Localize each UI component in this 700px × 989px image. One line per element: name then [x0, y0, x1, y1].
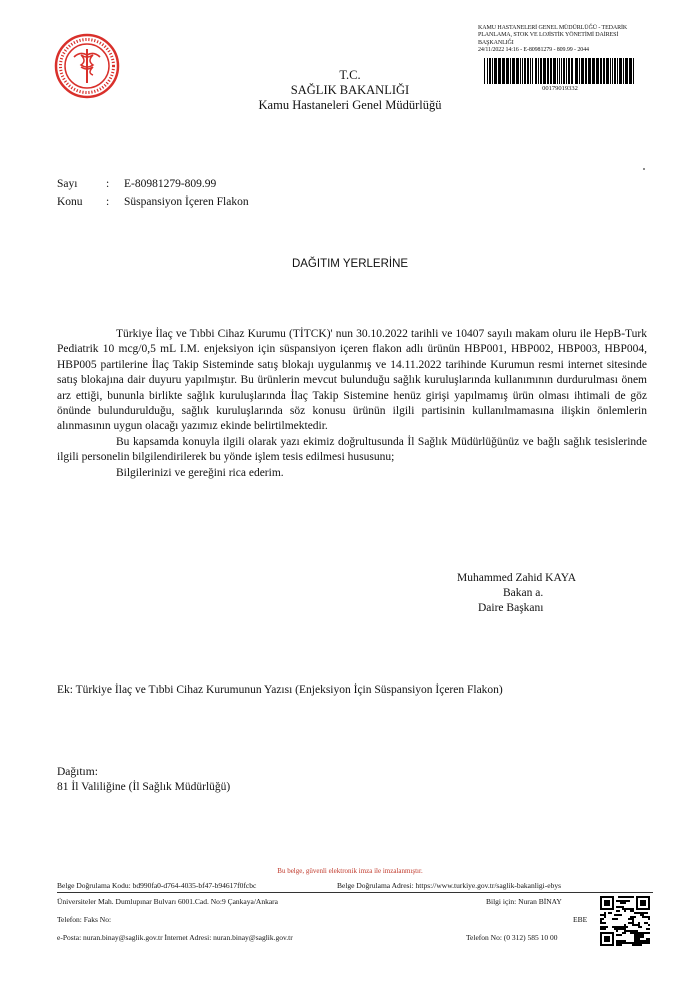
qr-module: [636, 924, 638, 926]
qr-module: [620, 906, 622, 908]
body-paragraph-2: Bu kapsamda konuyla ilgili olarak yazı ekimiz doğrultusunda İl Sağlık Müdürlüğünüz ve bağlı sağlık tesislerinde ilgili personelin bilgilendirilerek bu yönde işlem tesis edilmesi hususunu;: [57, 435, 647, 464]
qr-module: [604, 926, 606, 928]
barcode-bar: [547, 58, 549, 84]
qr-module: [638, 922, 640, 924]
qr-module: [624, 908, 626, 910]
qr-module: [636, 912, 638, 914]
qr-module: [620, 940, 622, 942]
qr-module: [630, 916, 632, 918]
qr-module: [640, 926, 642, 928]
qr-module: [648, 916, 650, 918]
qr-module: [640, 942, 642, 944]
qr-module: [626, 900, 628, 902]
barcode-bar: [617, 58, 618, 84]
qr-module: [628, 942, 630, 944]
qr-module: [616, 944, 618, 946]
qr-module: [634, 924, 636, 926]
qr-module: [616, 918, 618, 920]
qr-module: [642, 942, 644, 944]
qr-module: [646, 916, 648, 918]
barcode-number: 00179019332: [542, 85, 578, 92]
qr-module: [632, 896, 634, 898]
qr-module: [622, 896, 624, 898]
qr-module: [638, 936, 640, 938]
barcode-bar: [487, 58, 488, 84]
stamp-line-4: 24/11/2022 14:16 - E-80981279 - 809.99 - 2044: [478, 47, 589, 54]
qr-module: [634, 942, 636, 944]
qr-module: [622, 902, 624, 904]
qr-module: [628, 930, 630, 932]
qr-module: [602, 918, 604, 920]
qr-module: [602, 926, 604, 928]
barcode-bar: [494, 58, 497, 84]
qr-module: [638, 940, 640, 942]
qr-module: [602, 914, 604, 916]
qr-module: [618, 910, 620, 912]
qr-module: [636, 936, 638, 938]
qr-module: [648, 932, 650, 934]
qr-module: [616, 910, 618, 912]
barcode-bar: [571, 58, 573, 84]
qr-module: [638, 926, 640, 928]
konu-label: Konu: [57, 196, 83, 208]
footer-rule: [57, 892, 653, 893]
distribution: [57, 765, 230, 796]
qr-module: [608, 912, 610, 914]
qr-module: [602, 928, 604, 930]
qr-module: [648, 942, 650, 944]
sayi-label: Sayı: [57, 178, 78, 190]
qr-module: [604, 914, 606, 916]
barcode-bar: [563, 58, 565, 84]
barcode-bar: [512, 58, 515, 84]
stamp-line-3: BAŞKANLIĞI: [478, 39, 514, 46]
qr-module: [644, 916, 646, 918]
barcode-bar: [568, 58, 570, 84]
footer-phone: Telefon No: (0 312) 585 10 00: [466, 933, 558, 942]
qr-module: [628, 918, 630, 920]
qr-module: [604, 922, 606, 924]
barcode-bar: [606, 58, 609, 84]
signatory-name: Muhammed Zahid KAYA: [457, 572, 577, 584]
qr-module: [616, 942, 618, 944]
barcode-bar: [540, 58, 542, 84]
qr-module: [626, 930, 628, 932]
qr-module: [624, 940, 626, 942]
qr-module: [630, 918, 632, 920]
qr-module: [620, 914, 622, 916]
barcode-bar: [629, 58, 632, 84]
qr-module: [638, 912, 640, 914]
qr-module: [632, 942, 634, 944]
qr-module: [632, 932, 634, 934]
qr-module: [624, 932, 626, 934]
qr-module: [646, 938, 648, 940]
qr-module: [622, 900, 624, 902]
footer-address: Üniversiteler Mah. Dumlupınar Bulvarı 6001.Cad. No:9 Çankaya/Ankara: [57, 897, 278, 906]
qr-module: [624, 928, 626, 930]
konu-colon: :: [106, 196, 110, 208]
qr-module: [634, 934, 636, 936]
qr-module: [642, 912, 644, 914]
qr-module: [616, 928, 618, 930]
qr-module: [632, 944, 634, 946]
footer-phone-fax: Telefon: Faks No:: [57, 915, 112, 924]
qr-module: [632, 920, 634, 922]
barcode-bar: [550, 58, 552, 84]
qr-module: [638, 924, 640, 926]
speck: [643, 168, 645, 170]
qr-module: [632, 930, 634, 932]
document-title: DAĞITIM YERLERİNE: [291, 258, 409, 270]
signatory-role-1: Bakan a.: [503, 587, 544, 599]
footer-info: Bilgi için: Nuran BİNAY: [486, 897, 562, 906]
qr-module: [636, 934, 638, 936]
sayi-colon: :: [106, 178, 110, 190]
qr-module: [616, 914, 618, 916]
barcode-bar: [623, 58, 624, 84]
barcode-bar: [596, 58, 599, 84]
qr-module: [632, 918, 634, 920]
qr-module: [636, 944, 638, 946]
qr-module: [630, 910, 632, 912]
qr-module: [626, 942, 628, 944]
sayi-row: [0, 178, 700, 193]
qr-module: [640, 944, 642, 946]
qr-module: [624, 924, 626, 926]
qr-module: [618, 926, 620, 928]
qr-module: [644, 942, 646, 944]
barcode: [484, 58, 636, 84]
barcode-bar: [543, 58, 546, 84]
qr-module: [630, 932, 632, 934]
stamp-line-1: KAMU HASTANELERİ GENEL MÜDÜRLÜĞÜ - TEDARİK: [478, 25, 628, 31]
barcode-bar: [566, 58, 567, 84]
barcode-bar: [516, 58, 519, 84]
barcode-bar: [530, 58, 531, 84]
verify-code: Belge Doğrulama Kodu: bd990fa0-d764-4035-bf47-b94617f0fcbc: [57, 881, 257, 890]
qr-module: [638, 944, 640, 946]
distribution-item: 81 İl Valiliğine (İl Sağlık Müdürlüğü): [57, 781, 231, 794]
qr-module: [616, 926, 618, 928]
barcode-bar: [538, 58, 539, 84]
qr-module: [632, 910, 634, 912]
attachment-line: Ek: Türkiye İlaç ve Tıbbi Cihaz Kurumunun Yazısı (Enjeksiyon İçin Süspansiyon İçeren Flakon): [57, 684, 503, 696]
qr-module: [648, 924, 650, 926]
qr-module: [628, 922, 630, 924]
qr-module: [600, 922, 602, 924]
barcode-bar: [559, 58, 560, 84]
qr-module: [644, 940, 646, 942]
qr-module: [636, 942, 638, 944]
qr-module: [634, 912, 636, 914]
qr-module: [610, 912, 612, 914]
qr-module: [648, 940, 650, 942]
qr-module: [612, 918, 614, 920]
qr-module: [602, 922, 604, 924]
barcode-bar: [575, 58, 578, 84]
qr-module: [642, 940, 644, 942]
qr-module: [620, 900, 622, 902]
qr-module: [634, 930, 636, 932]
qr-module: [634, 940, 636, 942]
ministry-seal-logo: [54, 33, 120, 99]
qr-module: [616, 900, 618, 902]
qr-module: [646, 932, 648, 934]
barcode-bar: [524, 58, 526, 84]
barcode-bar: [585, 58, 587, 84]
distribution-label: Dağıtım:: [57, 766, 98, 778]
barcode-bar: [510, 58, 511, 84]
barcode-bar: [502, 58, 505, 84]
qr-module: [628, 896, 630, 898]
qr-module: [644, 912, 646, 914]
qr-module: [646, 928, 648, 930]
qr-module: [618, 940, 620, 942]
barcode-bar: [603, 58, 605, 84]
qr-module: [642, 934, 644, 936]
qr-module: [618, 942, 620, 944]
qr-module: [620, 944, 622, 946]
qr-module: [634, 936, 636, 938]
qr-module: [604, 912, 606, 914]
qr-module: [614, 926, 616, 928]
qr-module: [628, 900, 630, 902]
qr-module: [630, 908, 632, 910]
letter-body: [57, 327, 647, 481]
qr-module: [642, 914, 644, 916]
qr-module: [618, 914, 620, 916]
barcode-bar: [588, 58, 591, 84]
barcode-bar: [633, 58, 634, 84]
konu-row: [0, 196, 700, 211]
qr-finder: [604, 900, 610, 906]
qr-module: [618, 944, 620, 946]
qr-module: [636, 930, 638, 932]
qr-module: [600, 926, 602, 928]
barcode-bar: [592, 58, 595, 84]
qr-module: [640, 914, 642, 916]
qr-module: [622, 906, 624, 908]
qr-code: [600, 896, 650, 946]
qr-module: [644, 932, 646, 934]
qr-module: [638, 932, 640, 934]
qr-module: [618, 896, 620, 898]
letterhead-directorate: Kamu Hastaneleri Genel Müdürlüğü: [258, 98, 442, 112]
barcode-bar: [527, 58, 529, 84]
qr-module: [640, 912, 642, 914]
qr-module: [624, 902, 626, 904]
qr-module: [636, 938, 638, 940]
verify-address[interactable]: Belge Doğrulama Adresi: https://www.turkiye.gov.tr/saglik-bakanligi-ebys: [337, 881, 561, 890]
qr-module: [618, 928, 620, 930]
qr-module: [622, 940, 624, 942]
barcode-bar: [600, 58, 602, 84]
qr-module: [646, 912, 648, 914]
qr-module: [622, 942, 624, 944]
qr-module: [624, 942, 626, 944]
qr-module: [604, 928, 606, 930]
qr-module: [622, 932, 624, 934]
qr-module: [634, 944, 636, 946]
konu-value: Süspansiyon İçeren Flakon: [124, 196, 249, 208]
qr-module: [626, 926, 628, 928]
qr-module: [620, 896, 622, 898]
qr-module: [614, 918, 616, 920]
signatory-role-2: Daire Başkanı: [478, 602, 544, 614]
qr-module: [606, 926, 608, 928]
barcode-bar: [553, 58, 556, 84]
qr-module: [630, 922, 632, 924]
qr-module: [600, 928, 602, 930]
qr-module: [620, 902, 622, 904]
qr-module: [614, 914, 616, 916]
qr-module: [646, 942, 648, 944]
qr-module: [646, 940, 648, 942]
registry-stamp: [478, 25, 678, 55]
qr-module: [626, 908, 628, 910]
barcode-bar: [557, 58, 558, 84]
qr-module: [620, 934, 622, 936]
qr-module: [616, 940, 618, 942]
qr-module: [624, 896, 626, 898]
footer-email[interactable]: e-Posta: nuran.binay@saglik.gov.tr İnternet Adresi: nuran.binay@saglik.gov.tr: [57, 933, 293, 942]
qr-module: [642, 916, 644, 918]
qr-module: [600, 914, 602, 916]
letterhead: [200, 68, 500, 113]
esign-note: Bu belge, güvenli elektronik imza ile imzalanmıştır.: [277, 867, 423, 875]
sayi-value: E-80981279-809.99: [124, 178, 217, 190]
barcode-bar: [520, 58, 521, 84]
qr-module: [622, 928, 624, 930]
qr-module: [640, 936, 642, 938]
qr-module: [620, 942, 622, 944]
qr-module: [648, 918, 650, 920]
qr-module: [624, 926, 626, 928]
letterhead-tc: T.C.: [339, 68, 361, 82]
qr-module: [618, 900, 620, 902]
barcode-bar: [498, 58, 501, 84]
barcode-bar: [492, 58, 493, 84]
qr-module: [616, 934, 618, 936]
qr-module: [628, 908, 630, 910]
qr-module: [600, 918, 602, 920]
qr-module: [632, 908, 634, 910]
qr-module: [636, 940, 638, 942]
barcode-bar: [610, 58, 611, 84]
qr-module: [642, 936, 644, 938]
qr-module: [626, 896, 628, 898]
qr-module: [604, 916, 606, 918]
barcode-bar: [522, 58, 523, 84]
qr-module: [630, 930, 632, 932]
qr-module: [616, 906, 618, 908]
qr-finder: [604, 936, 610, 942]
stamp-line-2: PLANLAMA, STOK VE LOJİSTİK YÖNETİMİ DAİRESİ: [478, 32, 619, 39]
qr-module: [624, 930, 626, 932]
qr-module: [634, 938, 636, 940]
qr-module: [646, 922, 648, 924]
barcode-bar: [506, 58, 509, 84]
qr-module: [648, 928, 650, 930]
qr-module: [632, 922, 634, 924]
qr-module: [624, 900, 626, 902]
qr-module: [618, 906, 620, 908]
barcode-bar: [532, 58, 533, 84]
footer-ebe: EBE: [573, 915, 588, 924]
barcode-bar: [612, 58, 613, 84]
qr-module: [638, 934, 640, 936]
qr-module: [614, 928, 616, 930]
body-paragraph-3: Bilgilerinizi ve gereğini rica ederim.: [116, 466, 284, 479]
qr-module: [620, 928, 622, 930]
qr-module: [638, 938, 640, 940]
barcode-bar: [579, 58, 580, 84]
qr-module: [634, 916, 636, 918]
barcode-bar: [581, 58, 584, 84]
qr-module: [624, 910, 626, 912]
qr-module: [640, 934, 642, 936]
qr-module: [640, 940, 642, 942]
barcode-bar: [561, 58, 562, 84]
qr-module: [636, 932, 638, 934]
body-paragraph-1: Türkiye İlaç ve Tıbbi Cihaz Kurumu (TİTCK)' nun 30.10.2022 tarihli ve 10407 sayılı makam oluru ile HepB-Turk Pediatrik 10 mcg/0,5 mL I.M. enjeksiyon için süspansiyon içeren flakon adlı ürünün HBP001, HBP002, HBP003, HBP004, HBP005 partilerine İlaç Takip Sisteminde satış blokajı uygulanmış ve 14.11.2022 tarihinde Kurumun resmi internet sitesinde satış blokajına dair duyuru yapılmıştır. Bu ürünlerin mevcut bulunduğu sağlık kuruluşlarında kullanımının durdurulması önem arz ettiği, bununla birlikte sağlık kuruluşlarında İlaç Takip Sistemine henüz girişi yapılmamış ürün olması ihtimali de göz önünde bulundurulduğu, sağlık kuruluşlarında söz konusu ürünün ilgili partisinin kullanılmamasına ilişkin önlemlerin alınmasının uygun olacağı yazımız ekinde belirtilmektedir.: [57, 328, 647, 433]
qr-module: [644, 922, 646, 924]
barcode-bar: [625, 58, 628, 84]
qr-module: [600, 920, 602, 922]
qr-module: [642, 932, 644, 934]
letterhead-ministry: SAĞLIK BAKANLIĞI: [290, 83, 410, 97]
qr-module: [632, 916, 634, 918]
barcode-bar: [489, 58, 491, 84]
qr-module: [632, 924, 634, 926]
barcode-bar: [614, 58, 616, 84]
qr-module: [616, 930, 618, 932]
qr-module: [620, 926, 622, 928]
barcode-bar: [619, 58, 622, 84]
qr-module: [648, 938, 650, 940]
qr-module: [618, 934, 620, 936]
qr-module: [638, 942, 640, 944]
qr-module: [630, 942, 632, 944]
qr-module: [622, 926, 624, 928]
barcode-bar: [484, 58, 485, 84]
qr-module: [630, 896, 632, 898]
qr-module: [640, 932, 642, 934]
qr-module: [622, 908, 624, 910]
qr-finder: [640, 900, 646, 906]
qr-module: [634, 932, 636, 934]
barcode-bar: [535, 58, 537, 84]
qr-module: [612, 926, 614, 928]
